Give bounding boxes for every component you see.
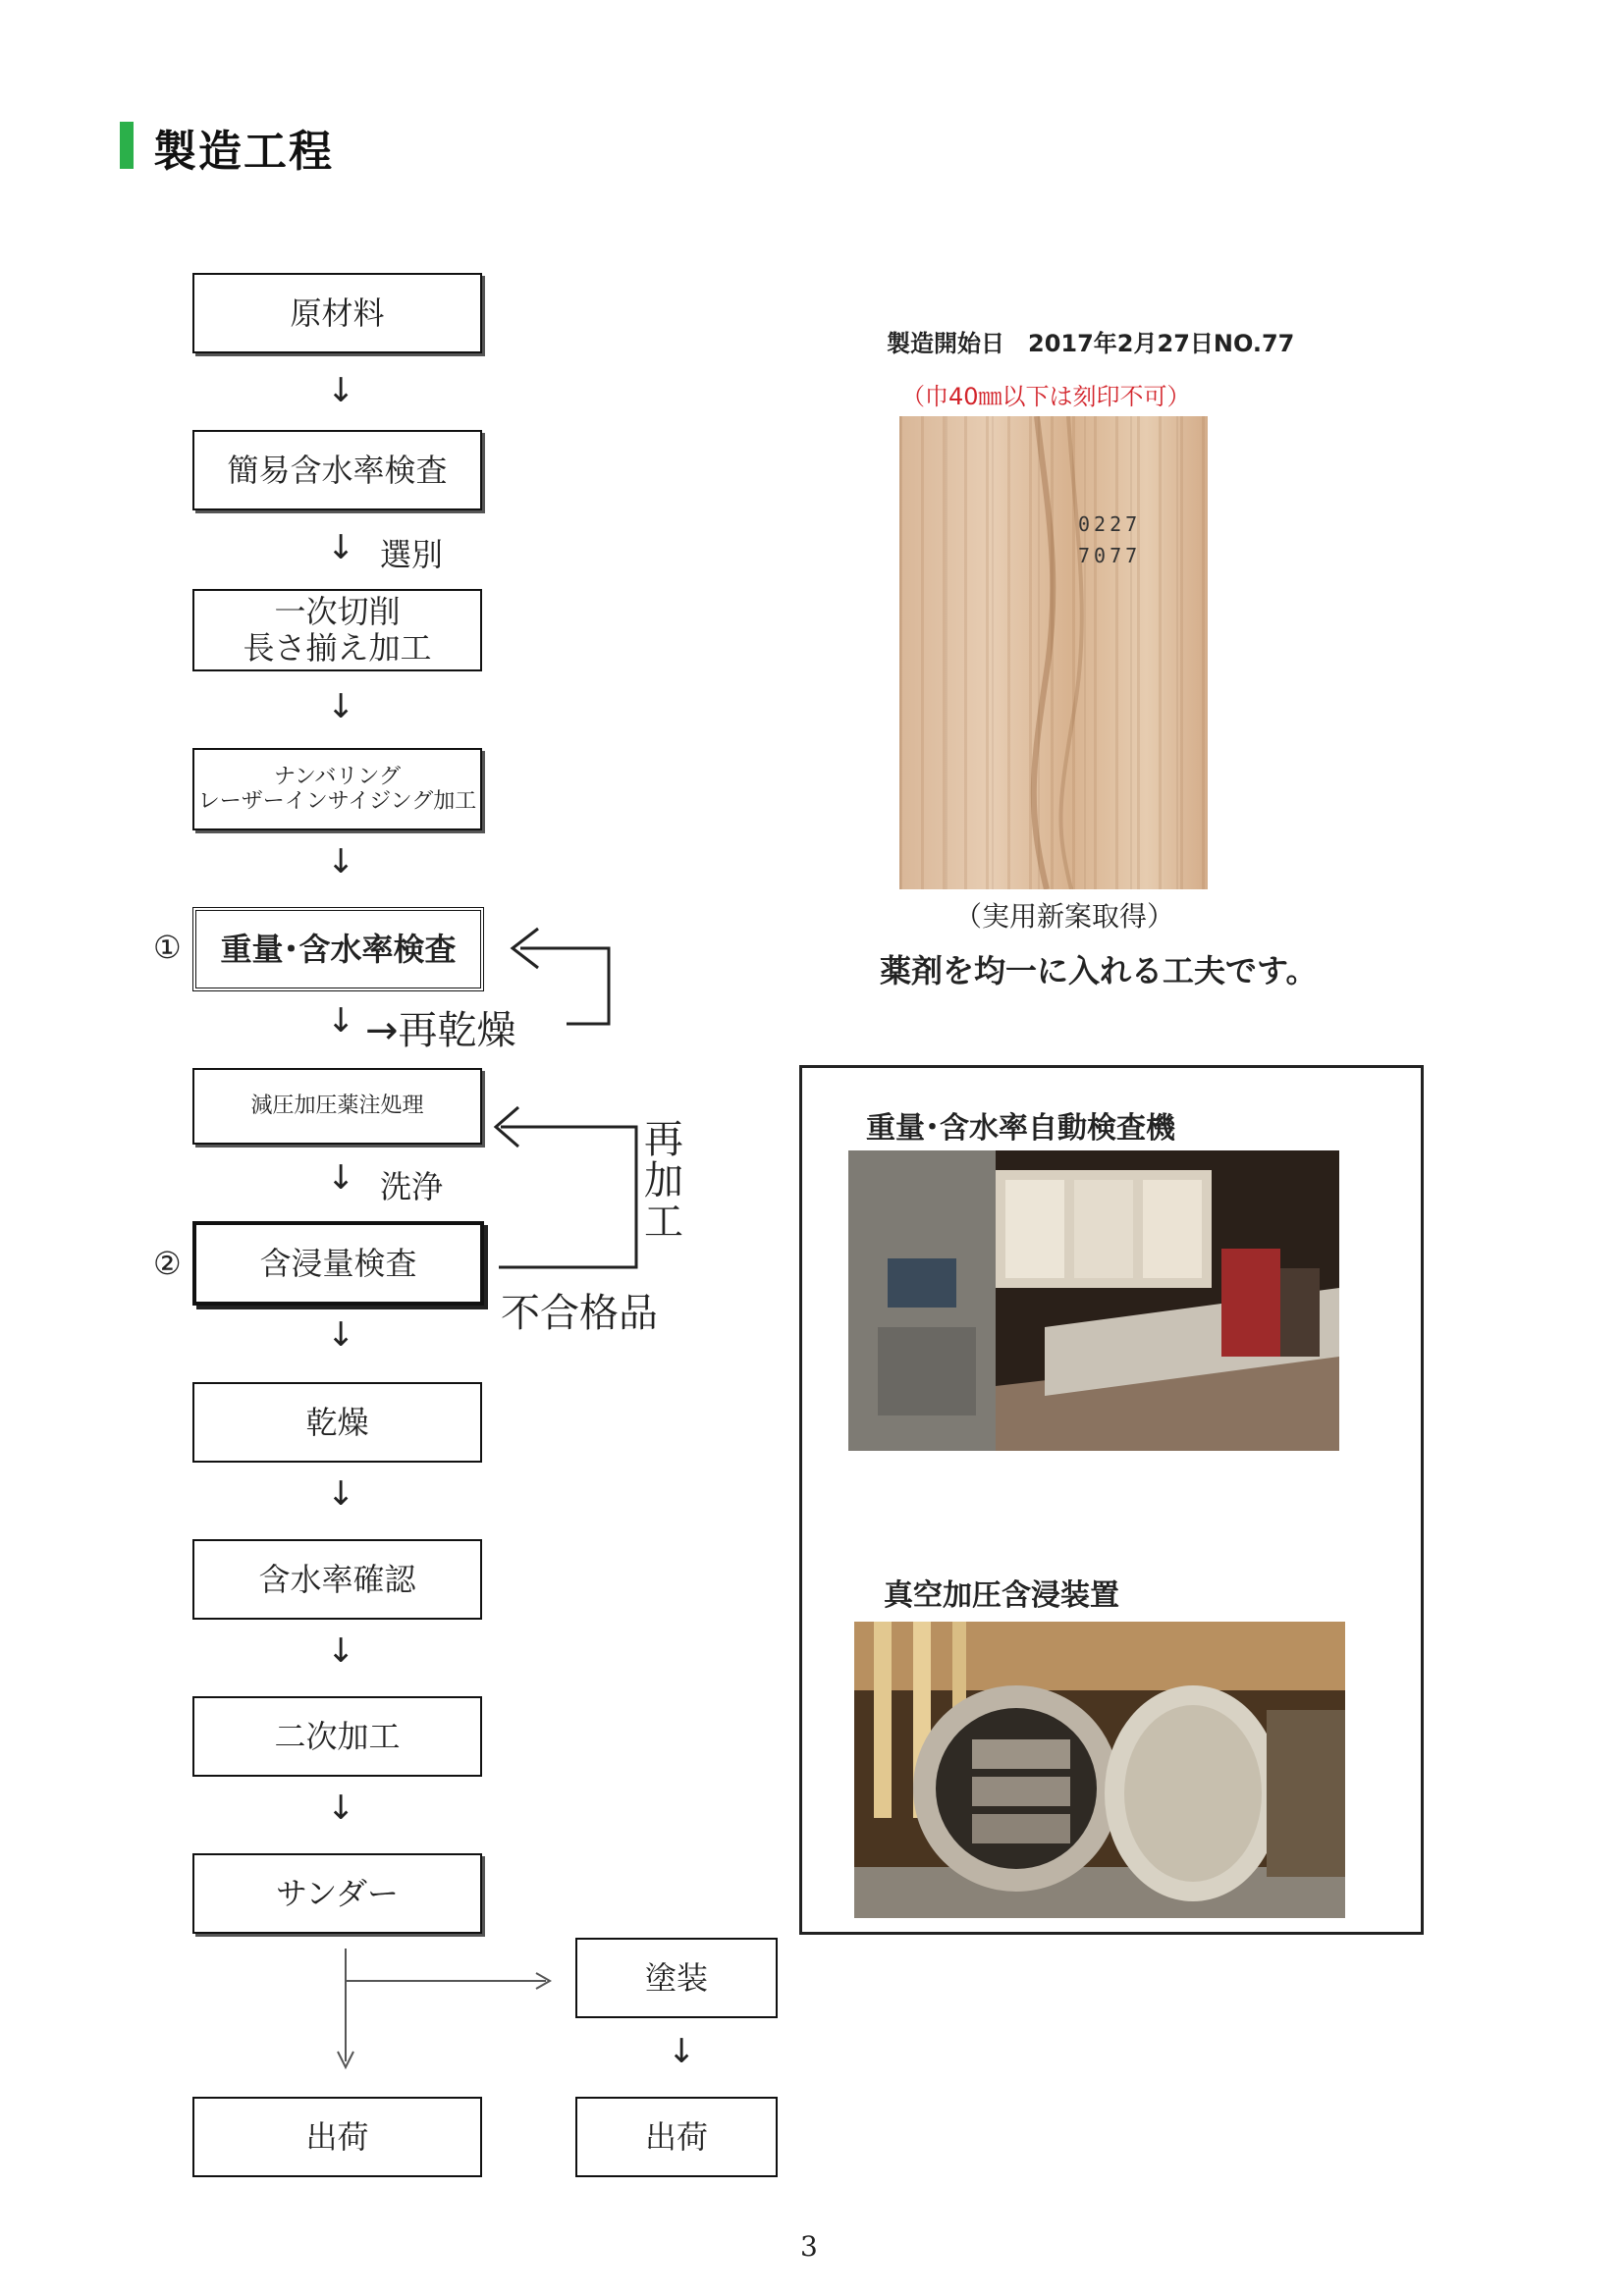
flow-arrow-2: ↓: [327, 528, 355, 567]
vacuum-impregnation-scene: [854, 1622, 1345, 1918]
step-secondary-processing: [192, 1696, 482, 1777]
step-shipping-left-label: 出荷: [305, 2117, 369, 2156]
stamp-caption-description: 薬剤を均一に入れる工夫です。: [880, 952, 1318, 989]
flow-arrow-9: ↓: [327, 1631, 355, 1671]
step-impregnation-check: [192, 1221, 484, 1306]
stamp-width-note: （巾40㎜以下は刻印不可）: [901, 383, 1191, 410]
flow-arrow-6: ↓: [327, 1158, 355, 1198]
step-numbering-laser: [192, 748, 482, 830]
flow-arrow-4: ↓: [327, 842, 355, 881]
label-rework: 再 加 工: [644, 1117, 683, 1245]
wood-stamp-code-bottom: 7077: [1078, 544, 1142, 567]
step-coating-label: 塗装: [644, 1958, 708, 1997]
marker-2: ②: [153, 1245, 182, 1282]
flow-arrow-5: ↓: [327, 1001, 355, 1041]
step-pressure-treatment-label: 減圧加圧薬注処理: [250, 1094, 424, 1119]
inspection-machine-scene: [848, 1150, 1339, 1451]
step-drying-label: 乾燥: [305, 1403, 369, 1441]
wood-board-photo: [899, 416, 1208, 889]
step-coating: [575, 1938, 778, 2018]
flow-arrow-8: ↓: [327, 1474, 355, 1514]
label-redry: →再乾燥: [365, 1008, 516, 1053]
step-raw-material: [192, 273, 482, 353]
stamp-date-line: 製造開始日 2017年2月27日NO.77: [887, 330, 1295, 357]
photo2-caption: 真空加圧含浸装置: [884, 1578, 1119, 1613]
step-raw-material-label: 原材料: [290, 294, 385, 332]
flow-arrow-7: ↓: [327, 1315, 355, 1355]
step-primary-cutting: [192, 589, 482, 671]
step-moisture-confirm-label: 含水率確認: [258, 1560, 416, 1598]
step-simple-moisture-check-label: 簡易含水率検査: [227, 451, 448, 489]
step-drying: [192, 1382, 482, 1463]
inspection-machine-photo: [848, 1150, 1339, 1451]
step-shipping-right: [575, 2097, 778, 2177]
step-secondary-processing-label: 二次加工: [274, 1717, 401, 1755]
flow-arrow-coating: ↓: [668, 2032, 696, 2071]
label-reject: 不合格品: [501, 1291, 658, 1336]
stamp-caption-patent: （実用新案取得）: [954, 900, 1175, 933]
step-simple-moisture-check: [192, 430, 482, 510]
step-weight-moisture-check: [192, 907, 484, 991]
step-primary-cutting-label: 一次切削 長さ揃え加工: [243, 593, 432, 667]
label-sorting: 選別: [380, 536, 444, 573]
wood-stamp-code-top: 0227: [1078, 512, 1142, 536]
photo1-caption: 重量･含水率自動検査機: [866, 1111, 1175, 1146]
rework-loop-line: [499, 1127, 636, 1267]
redry-loop-line: [520, 948, 609, 1024]
step-shipping-right-label: 出荷: [644, 2117, 708, 2156]
step-numbering-laser-label: ナンバリング レーザーインサイジング加工: [197, 764, 477, 814]
step-weight-moisture-check-label: 重量･含水率検査: [220, 930, 457, 968]
step-shipping-left: [192, 2097, 482, 2177]
label-washing: 洗浄: [380, 1168, 444, 1205]
wood-grain-pattern: [899, 416, 1208, 889]
step-sander: [192, 1853, 482, 1934]
flow-arrow-1: ↓: [327, 371, 355, 410]
flow-arrow-3: ↓: [327, 687, 355, 726]
flow-arrow-10: ↓: [327, 1789, 355, 1828]
marker-1: ①: [153, 929, 182, 966]
vacuum-impregnation-photo: [854, 1622, 1345, 1918]
step-pressure-treatment: [192, 1068, 482, 1145]
step-moisture-confirm: [192, 1539, 482, 1620]
step-sander-label: サンダー: [275, 1874, 400, 1912]
page-title: 製造工程: [153, 127, 334, 177]
step-impregnation-check-label: 含浸量検査: [259, 1244, 417, 1282]
page-number: 3: [800, 2230, 818, 2263]
